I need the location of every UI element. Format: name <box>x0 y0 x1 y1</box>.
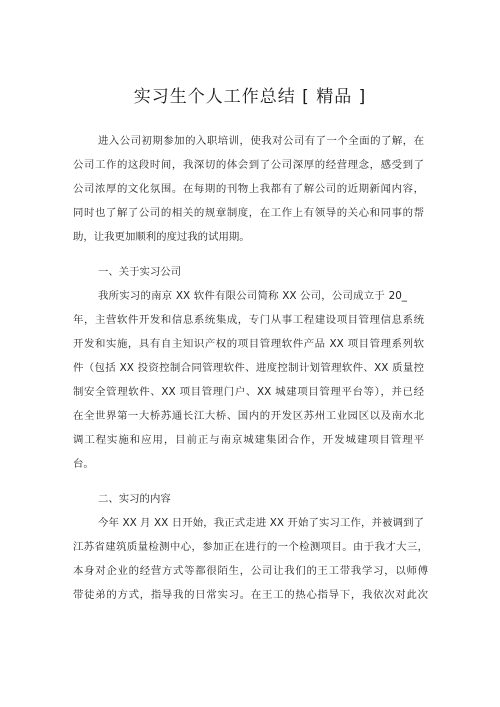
paragraph-2-line-8: 台。 <box>73 458 94 470</box>
paragraph-1-line-3: 公司浓厚的文化氛围。在每期的刊物上我都有了解公司的近期新闻内容， <box>73 183 424 195</box>
paragraph-1-line-2: 公司工作的这段时间，我深切的体会到了公司深厚的经营理念，感受到了 <box>73 159 424 171</box>
paragraph-2-line-5: 制安全管理软件、XX 项目管理门户、XX 城建项目管理平台等），并已经 <box>73 386 424 398</box>
paragraph-2-line-1: 我所实习的南京 XX 软件有限公司简称 XX 公司，公司成立于 20_ <box>98 290 407 302</box>
paragraph-2-line-7: 调工程实施和应用，目前正与南京城建集团合作，开发城建项目管理平 <box>73 434 424 446</box>
paragraph-1-line-1: 进入公司初期参加的入职培训，使我对公司有了一个全面的了解，在 <box>98 135 424 147</box>
document-title: 实习生个人工作总结 [ 精品 ] <box>133 87 367 107</box>
paragraph-2-line-6: 在全世界第一大桥苏通长江大桥、国内的开发区苏州工业园区以及南水北 <box>73 410 424 422</box>
paragraph-3-line-3: 本身对企业的经营方式等都很陌生，公司让我们的王工带我学习，以师傅 <box>73 565 428 577</box>
paragraph-1-line-4: 同时也了解了公司的相关的规章制度，在工作上有领导的关心和同事的帮 <box>73 207 424 219</box>
paragraph-1-line-5: 助，让我更加顺利的度过我的试用期。 <box>73 231 250 243</box>
paragraph-3-line-4: 带徒弟的方式，指导我的日常实习。在王工的热心指导下，我依次对此次 <box>73 589 428 601</box>
paragraph-2-line-3: 开发和实施，具有自主知识产权的项目管理软件产品 XX 项目管理系列软 <box>73 338 424 350</box>
paragraph-3-line-2: 江苏省建筑质量检测中心，参加正在进行的一个检测项目。由于我才大三， <box>73 541 428 553</box>
paragraph-2-line-4: 件（包括 XX 投资控制合同管理软件、进度控制计划管理软件、XX 质量控 <box>73 362 424 374</box>
paragraph-3-line-1: 今年 XX 月 XX 日开始，我正式走进 XX 开始了实习工作，并被调到了 <box>98 517 424 529</box>
paragraph-2-line-2: 年，主营软件开发和信息系统集成，专门从事工程建设项目管理信息系统 <box>73 314 424 326</box>
section-heading-1: 一、关于实习公司 <box>98 266 182 278</box>
section-heading-2: 二、实习的内容 <box>98 493 171 505</box>
